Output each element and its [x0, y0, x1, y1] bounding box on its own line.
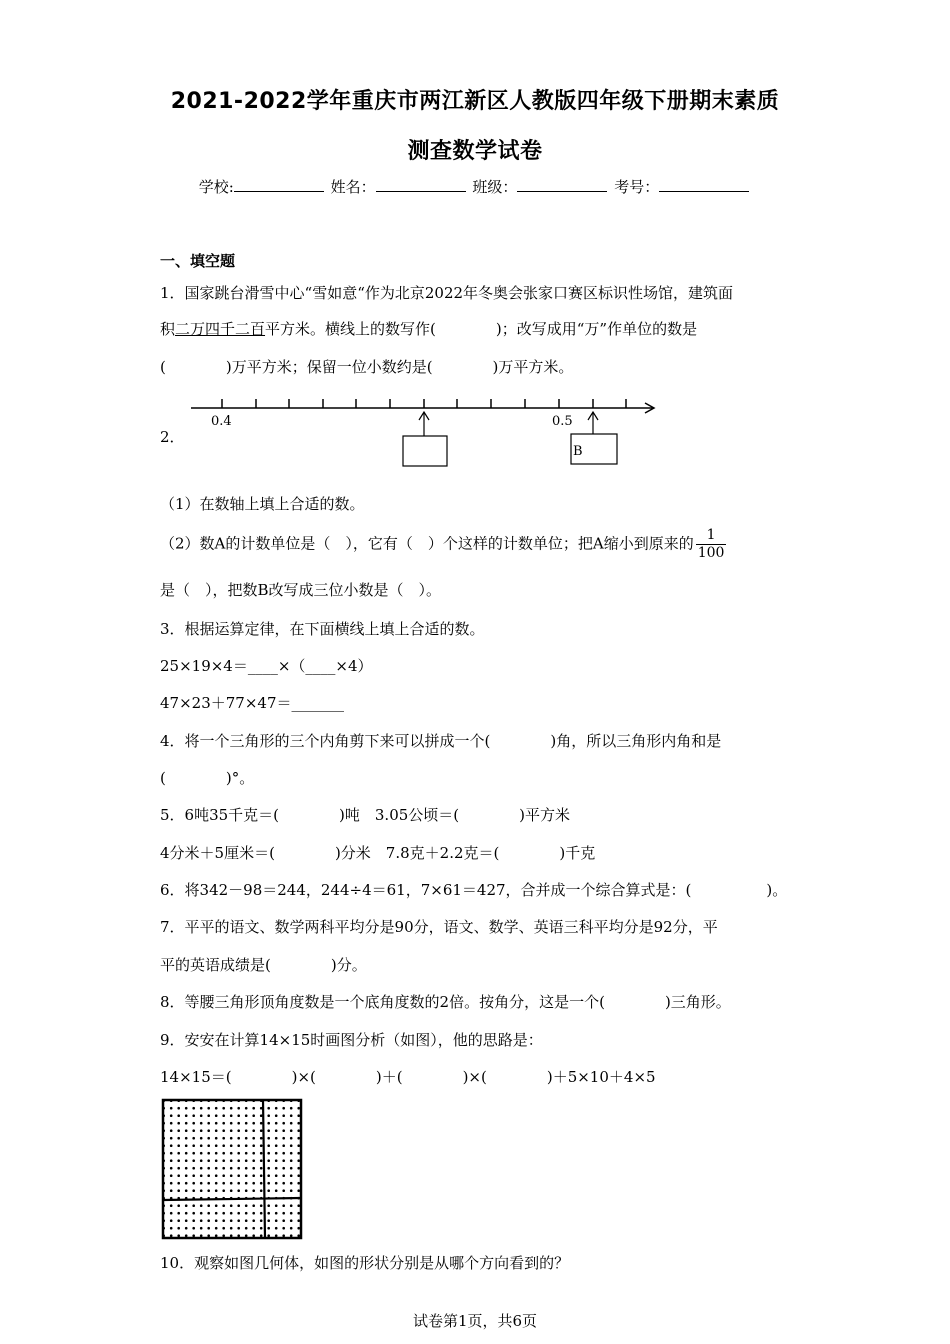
- name-label: 姓名：: [330, 178, 376, 196]
- section-heading: 一、填空题: [160, 252, 236, 270]
- q3-line3: 47×23＋77×47＝_______: [160, 694, 344, 712]
- q8-line1: 8．等腰三角形顶角度数是一个底角度数的2倍。按角分，这是一个( )三角形。: [160, 993, 731, 1011]
- number-line-figure: [185, 392, 665, 472]
- class-label: 班级：: [472, 178, 518, 196]
- q7-line2: 平的英语成绩是( )分。: [160, 956, 367, 974]
- q5-line2: 4分米＋5厘米＝( )分米 7.8克＋2.2克＝( )千克: [160, 844, 596, 862]
- q6-line1: 6．将342－98＝244，244÷4＝61，7×61＝427，合并成一个综合算式是：( )。: [160, 881, 788, 899]
- box-b-label: B: [573, 444, 583, 459]
- q9-line2: 14×15＝( )×( )＋( )×( )＋5×10＋4×5: [160, 1068, 656, 1086]
- student-info-line: [0, 176, 950, 197]
- fraction-one-hundredth: $\frac{1}{100}$: [697, 527, 725, 561]
- axis-label-left: 0.4: [211, 414, 232, 429]
- q2-part2-line1: （2）数A的计数单位是（ ），它有（ ）个这样的计数单位；把A缩小到原来的 $\frac{1}{100}$: [160, 527, 725, 561]
- axis-ticks: [222, 399, 626, 408]
- school-label: 学校:: [198, 178, 234, 196]
- dot-grid-figure: [160, 1097, 305, 1242]
- answer-box-a: [403, 436, 447, 466]
- q5-line1: 5．6吨35千克＝( )吨 3.05公顷＝( )平方米: [160, 806, 570, 824]
- exam-title-line1: 2021-2022学年重庆市两江新区人教版四年级下册期末素质: [170, 89, 780, 114]
- q1-underlined-number: 二万四千二百: [175, 320, 266, 338]
- q3-line1: 3．根据运算定律，在下面横线上填上合适的数。: [160, 620, 485, 638]
- q2-part2-line2: 是（ ），把数B改写成三位小数是（ ）。: [160, 581, 442, 599]
- q9-line1: 9．安安在计算14×15时画图分析（如图），他的思路是：: [160, 1031, 543, 1049]
- exam-no-blank[interactable]: [659, 177, 749, 192]
- q1-line3: ( )万平方米；保留一位小数约是( )万平方米。: [160, 358, 574, 376]
- q2-number: 2．: [160, 428, 185, 446]
- q10-line1: 10．观察如图几何体，如图的形状分别是从哪个方向看到的？: [160, 1254, 570, 1272]
- name-blank[interactable]: [376, 177, 466, 192]
- q4-line2: ( )°。: [160, 769, 255, 787]
- q1-line1: 1．国家跳台滑雪中心“雪如意“作为北京2022年冬奥会张家口赛区标识性场馆，建筑面: [160, 284, 734, 302]
- axis-label-right: 0.5: [552, 414, 573, 429]
- q4-line1: 4．将一个三角形的三个内角剪下来可以拼成一个( )角，所以三角形内角和是: [160, 732, 722, 750]
- school-blank[interactable]: [234, 177, 324, 192]
- exam-title-line2: 测查数学试卷: [407, 139, 543, 164]
- class-blank[interactable]: [517, 177, 607, 192]
- q7-line1: 7．平平的语文、数学两科平均分是90分，语文、数学、英语三科平均分是92分，平: [160, 918, 718, 936]
- q2-part1: （1）在数轴上填上合适的数。: [160, 495, 365, 513]
- q1-line2: 积二万四千二百平方米。横线上的数写作( )；改写成用“万”作单位的数是: [160, 320, 698, 338]
- page-footer: 试卷第1页，共6页: [412, 1312, 538, 1330]
- q3-line2: 25×19×4＝____×（____×4）: [160, 657, 373, 675]
- exam-no-label: 考号：: [614, 178, 660, 196]
